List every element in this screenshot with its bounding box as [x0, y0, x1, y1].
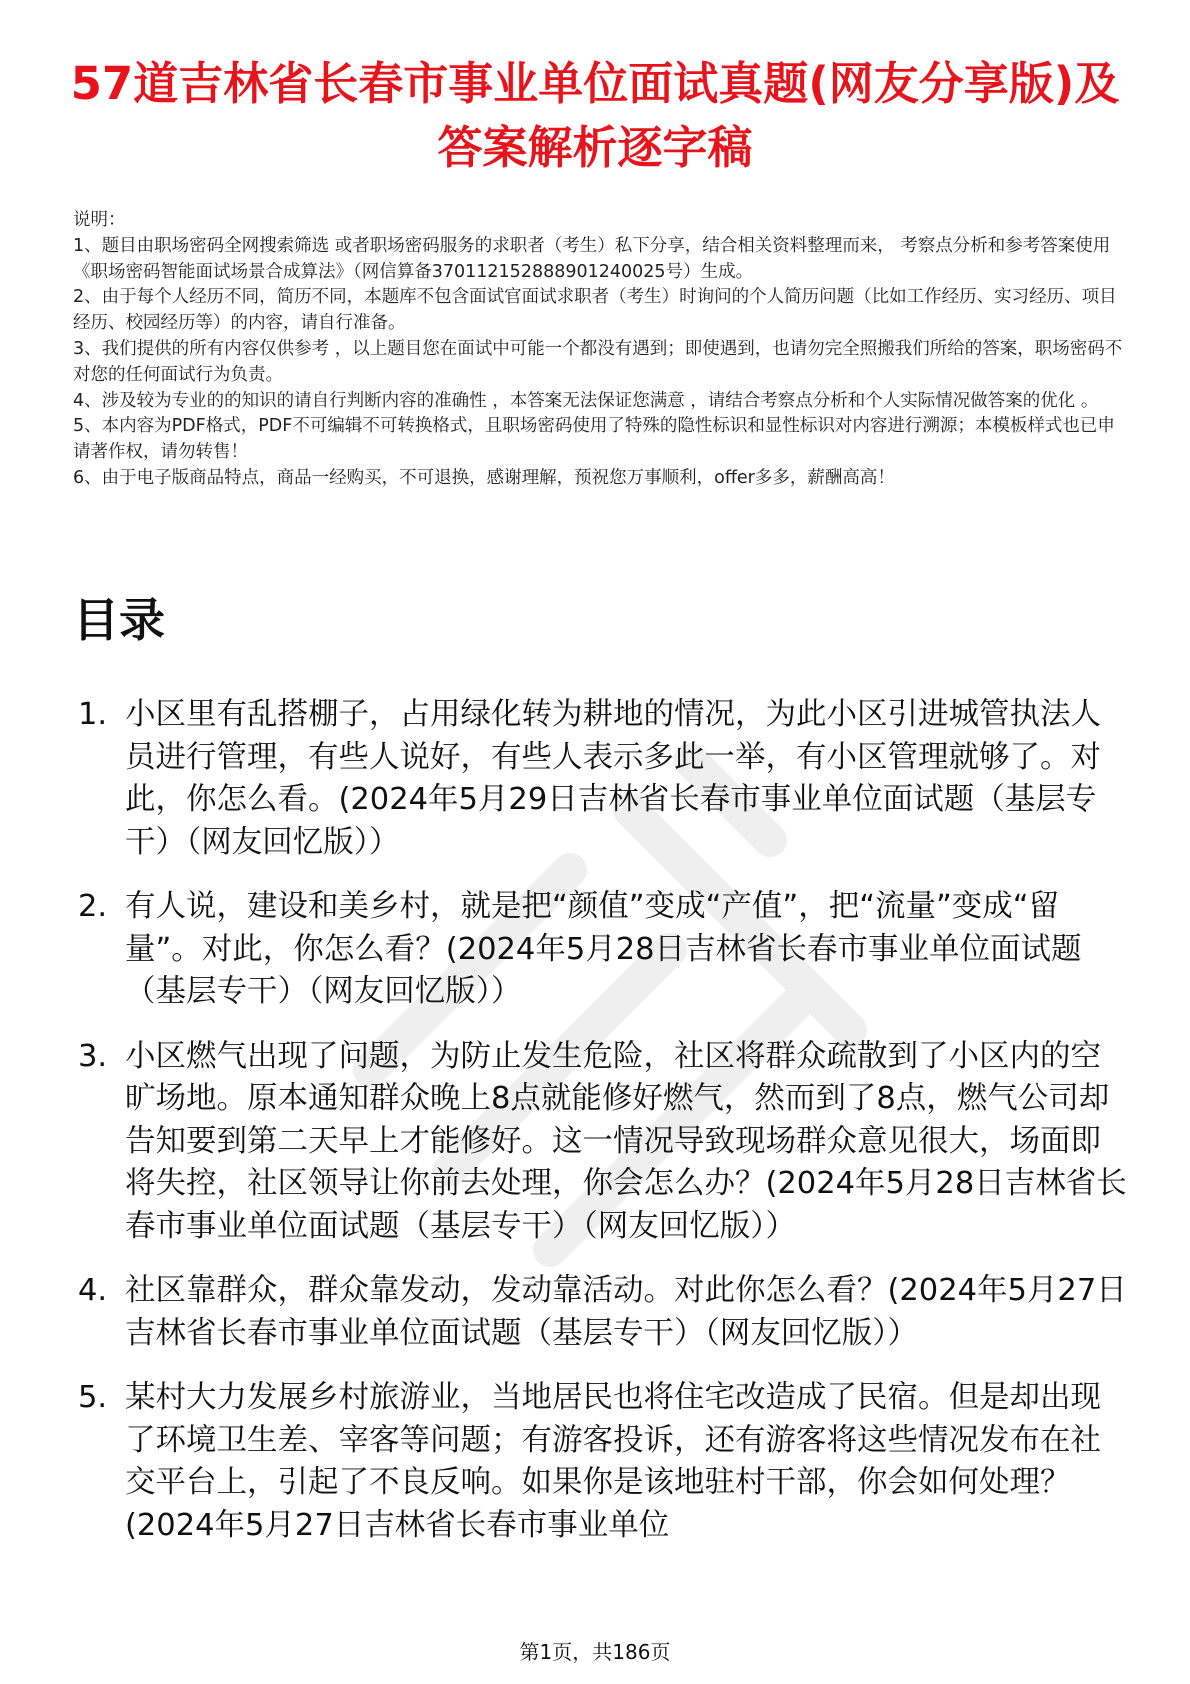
note-item: 3、我们提供的所有内容仅供参考 ，以上题目您在面试中可能一个都没有遇到；即使遇到，也请勿完全照搬我们所给的答案，职场密码不对您的任何面试行为负责。: [73, 338, 1123, 385]
note-item: 6、由于电子版商品特点，商品一经购买，不可退换，感谢理解，预祝您万事顺利，offer多多，薪酬高高！: [73, 467, 895, 488]
toc-item[interactable]: [78, 694, 1128, 864]
toc-item-text: 小区里有乱搭棚子，占用绿化转为耕地的情况，为此小区引进城管执法人员进行管理，有些人说好，有些人表示多此一举，有小区管理就够了。对此，你怎么看。(2024年5月29日吉林省长春市事业单位面试题（基层专干）（网友回忆版））: [125, 697, 1101, 860]
toc-item-number: 3.: [78, 1038, 108, 1074]
table-of-contents: [78, 694, 1128, 1569]
page-footer: 第1页，共186页: [519, 1640, 671, 1664]
note-item: 2、由于每个人经历不同，简历不同，本题库不包含面试官面试求职者（考生）时询问的个人简历问题（比如工作经历、实习经历、项目经历、校园经历等）的内容，请自行准备。: [73, 287, 1117, 334]
toc-item-number: 2.: [78, 889, 108, 924]
note-item: 4、涉及较为专业的的知识的请自行判断内容的准确性 ，本答案无法保证您满意 ，请结合考察点分析和个人实际情况做答案的优化 。: [73, 390, 1099, 411]
document-title: 57道吉林省长春市事业单位面试真题(网友分享版)及答案解析逐字稿: [70, 57, 1120, 174]
toc-item-number: 5.: [78, 1380, 108, 1415]
note-item: 5、本内容为PDF格式，PDF不可编辑不可转换格式，且职场密码使用了特殊的隐性标识和显性标识对内容进行溯源；本模板样式也已申请著作权，请勿转售！: [73, 416, 1115, 463]
toc-item-number: 4.: [78, 1273, 108, 1308]
toc-item[interactable]: [78, 1270, 1128, 1355]
toc-item-text: 某村大力发展乡村旅游业，当地居民也将住宅改造成了民宿。但是却出现了环境卫生差、宰客等问题；有游客投诉，还有游客将这些情况发布在社交平台上，引起了不良反响。如果你是该地驻村干部，你会如何处理？(2024年5月27日吉林省长春市事业单位: [125, 1380, 1101, 1543]
toc-item[interactable]: [78, 1036, 1128, 1249]
toc-item-number: 1.: [78, 697, 108, 732]
note-item: 1、题目由职场密码全网搜索筛选 或者职场密码服务的求职者（考生）私下分享，结合相关资料整理而来， 考察点分析和参考答案使用《职场密码智能面试场景合成算法》（网信算备370112152888901240025号）生成。: [73, 235, 1111, 282]
toc-item[interactable]: [78, 1377, 1128, 1547]
toc-item-text: 社区靠群众，群众靠发动，发动靠活动。对此你怎么看？(2024年5月27日吉林省长春市事业单位面试题（基层专干）（网友回忆版））: [125, 1273, 1127, 1351]
notes-heading: 说明：: [73, 210, 126, 230]
disclaimer-notes: [73, 208, 1123, 492]
toc-item-text: 小区燃气出现了问题，为防止发生危险，社区将群众疏散到了小区内的空旷场地。原本通知群众晚上8点就能修好燃气，然而到了8点，燃气公司却告知要到第二天早上才能修好。这一情况导致现场群众意见很大，场面即将失控，社区领导让你前去处理，你会怎么办？(2024年5月28日吉林省长春市事业单位面试题（基层专干）（网友回忆版））: [125, 1038, 1127, 1244]
toc-heading: 目录: [73, 593, 165, 647]
toc-item[interactable]: [78, 886, 1128, 1014]
toc-item-text: 有人说，建设和美乡村，就是把“颜值”变成“产值”，把“流量”变成“留量”。对此，你怎么看？(2024年5月28日吉林省长春市事业单位面试题（基层专干）（网友回忆版））: [125, 889, 1082, 1009]
